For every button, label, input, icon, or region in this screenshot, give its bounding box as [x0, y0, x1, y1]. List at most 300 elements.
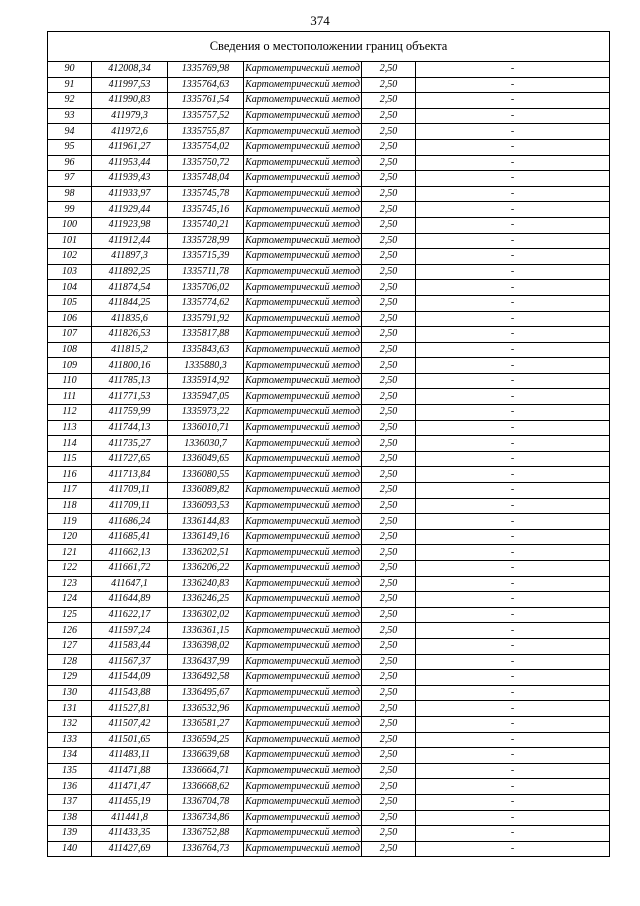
- method-cell: Картометрический метод: [244, 217, 362, 233]
- table-row: [48, 420, 610, 436]
- description-cell: -: [416, 763, 610, 779]
- x-coordinate-cell: 411433,35: [92, 826, 168, 842]
- x-coordinate-cell: 411759,99: [92, 405, 168, 421]
- precision-cell: 2,50: [362, 623, 416, 639]
- method-cell: Картометрический метод: [244, 186, 362, 202]
- y-coordinate-cell: 1336764,73: [168, 841, 244, 857]
- description-cell: -: [416, 186, 610, 202]
- precision-cell: 2,50: [362, 607, 416, 623]
- precision-cell: 2,50: [362, 171, 416, 187]
- method-cell: Картометрический метод: [244, 561, 362, 577]
- table-row: [48, 451, 610, 467]
- table-row: [48, 763, 610, 779]
- precision-cell: 2,50: [362, 249, 416, 265]
- table-row: [48, 592, 610, 608]
- description-cell: -: [416, 311, 610, 327]
- x-coordinate-cell: 411709,11: [92, 483, 168, 499]
- y-coordinate-cell: 1335745,16: [168, 202, 244, 218]
- precision-cell: 2,50: [362, 264, 416, 280]
- method-cell: Картометрический метод: [244, 389, 362, 405]
- precision-cell: 2,50: [362, 155, 416, 171]
- y-coordinate-cell: 1336752,88: [168, 826, 244, 842]
- y-coordinate-cell: 1336581,27: [168, 716, 244, 732]
- description-cell: -: [416, 685, 610, 701]
- method-cell: Картометрический метод: [244, 436, 362, 452]
- description-cell: -: [416, 576, 610, 592]
- method-cell: Картометрический метод: [244, 93, 362, 109]
- table-row: [48, 623, 610, 639]
- precision-cell: 2,50: [362, 467, 416, 483]
- point-number-cell: 126: [48, 623, 92, 639]
- point-number-cell: 98: [48, 186, 92, 202]
- y-coordinate-cell: 1336668,62: [168, 779, 244, 795]
- y-coordinate-cell: 1335740,21: [168, 217, 244, 233]
- y-coordinate-cell: 1336532,96: [168, 701, 244, 717]
- method-cell: Картометрический метод: [244, 373, 362, 389]
- method-cell: Картометрический метод: [244, 327, 362, 343]
- precision-cell: 2,50: [362, 342, 416, 358]
- method-cell: Картометрический метод: [244, 202, 362, 218]
- precision-cell: 2,50: [362, 716, 416, 732]
- table-row: [48, 561, 610, 577]
- description-cell: -: [416, 405, 610, 421]
- description-cell: -: [416, 451, 610, 467]
- method-cell: Картометрический метод: [244, 295, 362, 311]
- x-coordinate-cell: 411597,24: [92, 623, 168, 639]
- method-cell: Картометрический метод: [244, 592, 362, 608]
- point-number-cell: 112: [48, 405, 92, 421]
- description-cell: -: [416, 826, 610, 842]
- precision-cell: 2,50: [362, 685, 416, 701]
- precision-cell: 2,50: [362, 561, 416, 577]
- table-row: [48, 124, 610, 140]
- x-coordinate-cell: 411709,11: [92, 498, 168, 514]
- x-coordinate-cell: 411471,47: [92, 779, 168, 795]
- point-number-cell: 125: [48, 607, 92, 623]
- y-coordinate-cell: 1336639,68: [168, 748, 244, 764]
- x-coordinate-cell: 411953,44: [92, 155, 168, 171]
- y-coordinate-cell: 1336664,71: [168, 763, 244, 779]
- description-cell: -: [416, 202, 610, 218]
- description-cell: -: [416, 264, 610, 280]
- point-number-cell: 133: [48, 732, 92, 748]
- table-row: [48, 826, 610, 842]
- description-cell: -: [416, 467, 610, 483]
- table-row: [48, 62, 610, 78]
- y-coordinate-cell: 1335914,92: [168, 373, 244, 389]
- y-coordinate-cell: 1335755,87: [168, 124, 244, 140]
- description-cell: -: [416, 748, 610, 764]
- y-coordinate-cell: 1335769,98: [168, 62, 244, 78]
- point-number-cell: 140: [48, 841, 92, 857]
- method-cell: Картометрический метод: [244, 779, 362, 795]
- point-number-cell: 111: [48, 389, 92, 405]
- description-cell: -: [416, 295, 610, 311]
- precision-cell: 2,50: [362, 373, 416, 389]
- method-cell: Картометрический метод: [244, 405, 362, 421]
- y-coordinate-cell: 1336049,65: [168, 451, 244, 467]
- boundary-coordinates-table: [47, 31, 610, 857]
- point-number-cell: 123: [48, 576, 92, 592]
- x-coordinate-cell: 411800,16: [92, 358, 168, 374]
- description-cell: -: [416, 342, 610, 358]
- point-number-cell: 122: [48, 561, 92, 577]
- method-cell: Картометрический метод: [244, 249, 362, 265]
- x-coordinate-cell: 411997,53: [92, 77, 168, 93]
- table-row: [48, 171, 610, 187]
- method-cell: Картометрический метод: [244, 77, 362, 93]
- method-cell: Картометрический метод: [244, 358, 362, 374]
- x-coordinate-cell: 411939,43: [92, 171, 168, 187]
- point-number-cell: 136: [48, 779, 92, 795]
- y-coordinate-cell: 1335880,3: [168, 358, 244, 374]
- point-number-cell: 137: [48, 794, 92, 810]
- x-coordinate-cell: 411507,42: [92, 716, 168, 732]
- table-row: [48, 841, 610, 857]
- method-cell: Картометрический метод: [244, 467, 362, 483]
- precision-cell: 2,50: [362, 592, 416, 608]
- x-coordinate-cell: 411815,2: [92, 342, 168, 358]
- y-coordinate-cell: 1336089,82: [168, 483, 244, 499]
- x-coordinate-cell: 411647,1: [92, 576, 168, 592]
- x-coordinate-cell: 411979,3: [92, 108, 168, 124]
- method-cell: Картометрический метод: [244, 654, 362, 670]
- precision-cell: 2,50: [362, 124, 416, 140]
- precision-cell: 2,50: [362, 498, 416, 514]
- precision-cell: 2,50: [362, 451, 416, 467]
- description-cell: -: [416, 716, 610, 732]
- point-number-cell: 105: [48, 295, 92, 311]
- y-coordinate-cell: 1335973,22: [168, 405, 244, 421]
- method-cell: Картометрический метод: [244, 498, 362, 514]
- method-cell: Картометрический метод: [244, 108, 362, 124]
- x-coordinate-cell: 411771,53: [92, 389, 168, 405]
- description-cell: -: [416, 841, 610, 857]
- description-cell: -: [416, 529, 610, 545]
- table-row: [48, 545, 610, 561]
- y-coordinate-cell: 1335791,92: [168, 311, 244, 327]
- table-row: [48, 654, 610, 670]
- precision-cell: 2,50: [362, 763, 416, 779]
- section-header-row: [48, 32, 610, 62]
- y-coordinate-cell: 1336704,78: [168, 794, 244, 810]
- y-coordinate-cell: 1336240,83: [168, 576, 244, 592]
- precision-cell: 2,50: [362, 108, 416, 124]
- method-cell: Картометрический метод: [244, 826, 362, 842]
- precision-cell: 2,50: [362, 280, 416, 296]
- method-cell: Картометрический метод: [244, 810, 362, 826]
- y-coordinate-cell: 1336437,99: [168, 654, 244, 670]
- table-row: [48, 498, 610, 514]
- table-row: [48, 389, 610, 405]
- y-coordinate-cell: 1336080,55: [168, 467, 244, 483]
- precision-cell: 2,50: [362, 545, 416, 561]
- description-cell: -: [416, 654, 610, 670]
- precision-cell: 2,50: [362, 483, 416, 499]
- precision-cell: 2,50: [362, 405, 416, 421]
- description-cell: -: [416, 155, 610, 171]
- x-coordinate-cell: 411844,25: [92, 295, 168, 311]
- method-cell: Картометрический метод: [244, 311, 362, 327]
- y-coordinate-cell: 1336206,22: [168, 561, 244, 577]
- section-title: Сведения о местоположении границ объекта: [48, 32, 610, 62]
- x-coordinate-cell: 411583,44: [92, 638, 168, 654]
- precision-cell: 2,50: [362, 794, 416, 810]
- method-cell: Картометрический метод: [244, 763, 362, 779]
- point-number-cell: 116: [48, 467, 92, 483]
- table-row: [48, 108, 610, 124]
- y-coordinate-cell: 1335745,78: [168, 186, 244, 202]
- method-cell: Картометрический метод: [244, 732, 362, 748]
- table-row: [48, 342, 610, 358]
- point-number-cell: 118: [48, 498, 92, 514]
- x-coordinate-cell: 411990,83: [92, 93, 168, 109]
- method-cell: Картометрический метод: [244, 171, 362, 187]
- description-cell: -: [416, 108, 610, 124]
- method-cell: Картометрический метод: [244, 545, 362, 561]
- table-row: [48, 186, 610, 202]
- method-cell: Картометрический метод: [244, 483, 362, 499]
- description-cell: -: [416, 327, 610, 343]
- table-row: [48, 810, 610, 826]
- y-coordinate-cell: 1335728,99: [168, 233, 244, 249]
- x-coordinate-cell: 411835,6: [92, 311, 168, 327]
- y-coordinate-cell: 1336030,7: [168, 436, 244, 452]
- method-cell: Картометрический метод: [244, 139, 362, 155]
- point-number-cell: 129: [48, 670, 92, 686]
- table-row: [48, 732, 610, 748]
- y-coordinate-cell: 1335754,02: [168, 139, 244, 155]
- table-row: [48, 202, 610, 218]
- table-row: [48, 311, 610, 327]
- table-row: [48, 638, 610, 654]
- table-row: [48, 233, 610, 249]
- x-coordinate-cell: 411897,3: [92, 249, 168, 265]
- x-coordinate-cell: 411735,27: [92, 436, 168, 452]
- point-number-cell: 128: [48, 654, 92, 670]
- precision-cell: 2,50: [362, 62, 416, 78]
- table-row: [48, 280, 610, 296]
- y-coordinate-cell: 1335748,04: [168, 171, 244, 187]
- precision-cell: 2,50: [362, 529, 416, 545]
- method-cell: Картометрический метод: [244, 155, 362, 171]
- table-row: [48, 93, 610, 109]
- method-cell: Картометрический метод: [244, 529, 362, 545]
- description-cell: -: [416, 139, 610, 155]
- y-coordinate-cell: 1336093,53: [168, 498, 244, 514]
- table-row: [48, 794, 610, 810]
- table-row: [48, 779, 610, 795]
- x-coordinate-cell: 411543,88: [92, 685, 168, 701]
- x-coordinate-cell: 411455,19: [92, 794, 168, 810]
- point-number-cell: 120: [48, 529, 92, 545]
- x-coordinate-cell: 411622,17: [92, 607, 168, 623]
- table-row: [48, 483, 610, 499]
- table-row: [48, 436, 610, 452]
- description-cell: -: [416, 93, 610, 109]
- x-coordinate-cell: 411527,81: [92, 701, 168, 717]
- point-number-cell: 93: [48, 108, 92, 124]
- point-number-cell: 108: [48, 342, 92, 358]
- method-cell: Картометрический метод: [244, 716, 362, 732]
- description-cell: -: [416, 592, 610, 608]
- x-coordinate-cell: 411874,54: [92, 280, 168, 296]
- point-number-cell: 92: [48, 93, 92, 109]
- description-cell: -: [416, 249, 610, 265]
- x-coordinate-cell: 411661,72: [92, 561, 168, 577]
- method-cell: Картометрический метод: [244, 701, 362, 717]
- y-coordinate-cell: 1336594,25: [168, 732, 244, 748]
- point-number-cell: 103: [48, 264, 92, 280]
- x-coordinate-cell: 411544,09: [92, 670, 168, 686]
- description-cell: -: [416, 732, 610, 748]
- table-row: [48, 514, 610, 530]
- method-cell: Картометрический метод: [244, 264, 362, 280]
- point-number-cell: 135: [48, 763, 92, 779]
- description-cell: -: [416, 233, 610, 249]
- point-number-cell: 114: [48, 436, 92, 452]
- point-number-cell: 99: [48, 202, 92, 218]
- description-cell: -: [416, 420, 610, 436]
- precision-cell: 2,50: [362, 701, 416, 717]
- point-number-cell: 113: [48, 420, 92, 436]
- point-number-cell: 115: [48, 451, 92, 467]
- x-coordinate-cell: 411441,8: [92, 810, 168, 826]
- y-coordinate-cell: 1335843,63: [168, 342, 244, 358]
- y-coordinate-cell: 1335817,88: [168, 327, 244, 343]
- point-number-cell: 127: [48, 638, 92, 654]
- precision-cell: 2,50: [362, 576, 416, 592]
- y-coordinate-cell: 1336010,71: [168, 420, 244, 436]
- description-cell: -: [416, 670, 610, 686]
- method-cell: Картометрический метод: [244, 794, 362, 810]
- method-cell: Картометрический метод: [244, 841, 362, 857]
- y-coordinate-cell: 1336246,25: [168, 592, 244, 608]
- table-row: [48, 264, 610, 280]
- y-coordinate-cell: 1336144,83: [168, 514, 244, 530]
- x-coordinate-cell: 411471,88: [92, 763, 168, 779]
- point-number-cell: 97: [48, 171, 92, 187]
- table-row: [48, 249, 610, 265]
- x-coordinate-cell: 411644,89: [92, 592, 168, 608]
- point-number-cell: 91: [48, 77, 92, 93]
- precision-cell: 2,50: [362, 139, 416, 155]
- description-cell: -: [416, 779, 610, 795]
- method-cell: Картометрический метод: [244, 670, 362, 686]
- point-number-cell: 139: [48, 826, 92, 842]
- table-row: [48, 155, 610, 171]
- table-row: [48, 139, 610, 155]
- precision-cell: 2,50: [362, 514, 416, 530]
- table-row: [48, 701, 610, 717]
- precision-cell: 2,50: [362, 217, 416, 233]
- precision-cell: 2,50: [362, 311, 416, 327]
- x-coordinate-cell: 411685,41: [92, 529, 168, 545]
- y-coordinate-cell: 1336734,86: [168, 810, 244, 826]
- description-cell: -: [416, 389, 610, 405]
- x-coordinate-cell: 411933,97: [92, 186, 168, 202]
- table-row: [48, 685, 610, 701]
- x-coordinate-cell: 411427,69: [92, 841, 168, 857]
- x-coordinate-cell: 411826,53: [92, 327, 168, 343]
- description-cell: -: [416, 607, 610, 623]
- precision-cell: 2,50: [362, 826, 416, 842]
- description-cell: -: [416, 483, 610, 499]
- point-number-cell: 138: [48, 810, 92, 826]
- method-cell: Картометрический метод: [244, 451, 362, 467]
- point-number-cell: 131: [48, 701, 92, 717]
- precision-cell: 2,50: [362, 186, 416, 202]
- point-number-cell: 134: [48, 748, 92, 764]
- x-coordinate-cell: 412008,34: [92, 62, 168, 78]
- description-cell: -: [416, 561, 610, 577]
- x-coordinate-cell: 411713,84: [92, 467, 168, 483]
- y-coordinate-cell: 1335774,62: [168, 295, 244, 311]
- precision-cell: 2,50: [362, 436, 416, 452]
- point-number-cell: 90: [48, 62, 92, 78]
- method-cell: Картометрический метод: [244, 233, 362, 249]
- y-coordinate-cell: 1335947,05: [168, 389, 244, 405]
- precision-cell: 2,50: [362, 748, 416, 764]
- description-cell: -: [416, 638, 610, 654]
- point-number-cell: 121: [48, 545, 92, 561]
- description-cell: -: [416, 62, 610, 78]
- table-row: [48, 748, 610, 764]
- y-coordinate-cell: 1336149,16: [168, 529, 244, 545]
- precision-cell: 2,50: [362, 295, 416, 311]
- table-row: [48, 77, 610, 93]
- description-cell: -: [416, 124, 610, 140]
- x-coordinate-cell: 411567,37: [92, 654, 168, 670]
- y-coordinate-cell: 1336398,02: [168, 638, 244, 654]
- x-coordinate-cell: 411923,98: [92, 217, 168, 233]
- method-cell: Картометрический метод: [244, 638, 362, 654]
- precision-cell: 2,50: [362, 732, 416, 748]
- method-cell: Картометрический метод: [244, 124, 362, 140]
- y-coordinate-cell: 1335750,72: [168, 155, 244, 171]
- point-number-cell: 110: [48, 373, 92, 389]
- y-coordinate-cell: 1335764,63: [168, 77, 244, 93]
- point-number-cell: 96: [48, 155, 92, 171]
- table-row: [48, 217, 610, 233]
- method-cell: Картометрический метод: [244, 514, 362, 530]
- table-row: [48, 670, 610, 686]
- precision-cell: 2,50: [362, 358, 416, 374]
- description-cell: -: [416, 280, 610, 296]
- description-cell: -: [416, 373, 610, 389]
- table-row: [48, 327, 610, 343]
- table-row: [48, 576, 610, 592]
- precision-cell: 2,50: [362, 638, 416, 654]
- x-coordinate-cell: 411961,27: [92, 139, 168, 155]
- y-coordinate-cell: 1335761,54: [168, 93, 244, 109]
- method-cell: Картометрический метод: [244, 623, 362, 639]
- precision-cell: 2,50: [362, 779, 416, 795]
- point-number-cell: 106: [48, 311, 92, 327]
- x-coordinate-cell: 411972,6: [92, 124, 168, 140]
- description-cell: -: [416, 623, 610, 639]
- y-coordinate-cell: 1336492,58: [168, 670, 244, 686]
- x-coordinate-cell: 411912,44: [92, 233, 168, 249]
- x-coordinate-cell: 411929,44: [92, 202, 168, 218]
- y-coordinate-cell: 1336361,15: [168, 623, 244, 639]
- table-row: [48, 295, 610, 311]
- table-row: [48, 716, 610, 732]
- y-coordinate-cell: 1335711,78: [168, 264, 244, 280]
- x-coordinate-cell: 411686,24: [92, 514, 168, 530]
- point-number-cell: 109: [48, 358, 92, 374]
- precision-cell: 2,50: [362, 670, 416, 686]
